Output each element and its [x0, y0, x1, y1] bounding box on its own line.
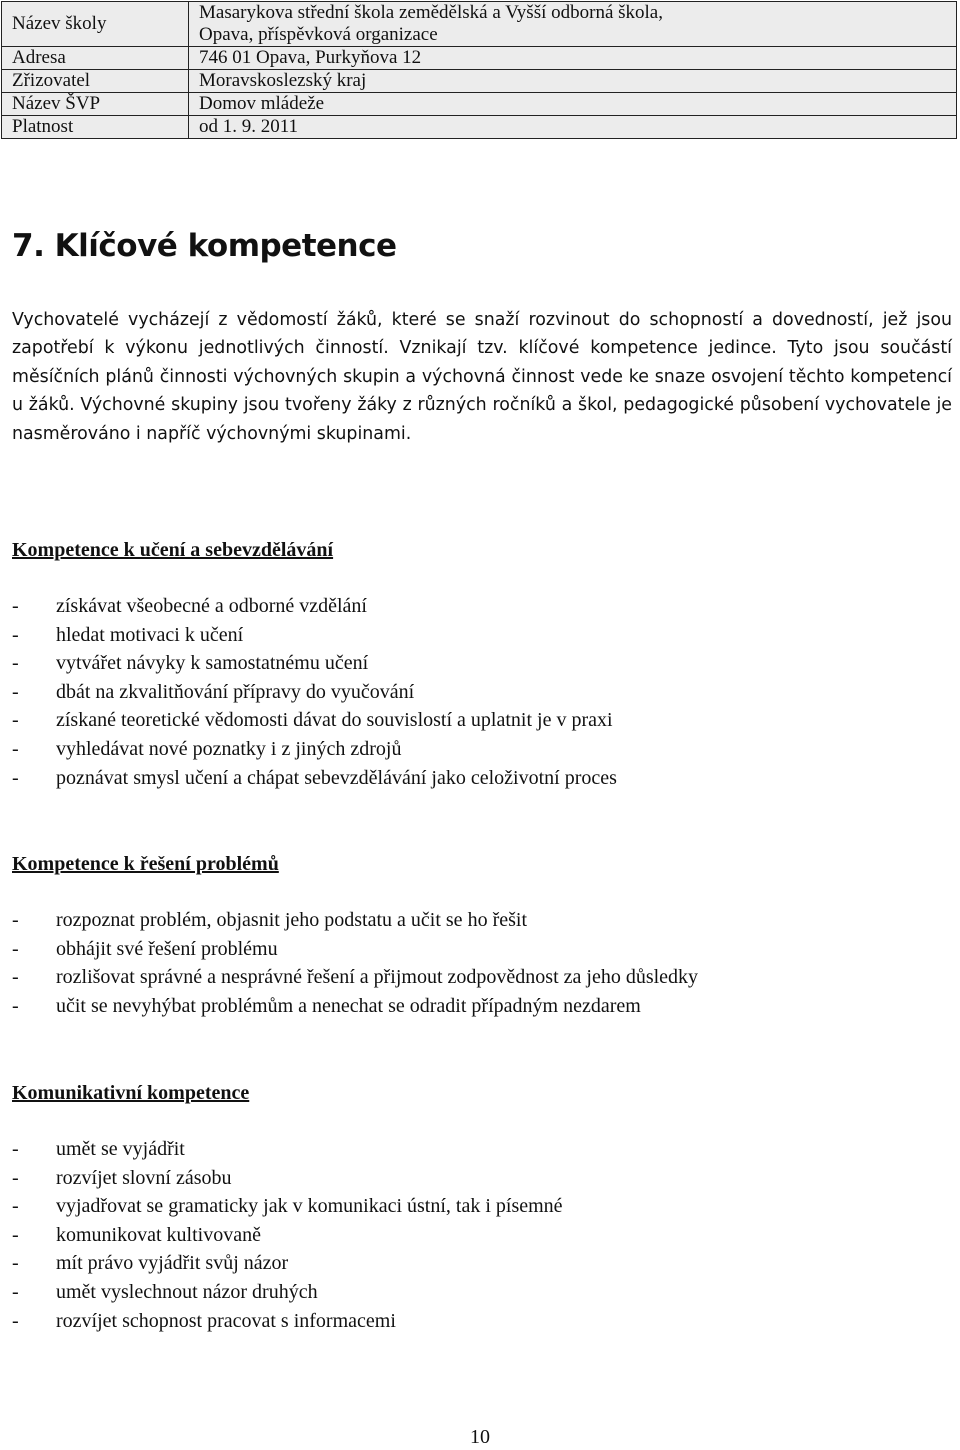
info-label: Platnost	[2, 116, 189, 139]
info-value: 746 01 Opava, Purkyňova 12	[189, 47, 957, 70]
list-item-text: umět vyslechnout názor druhých	[56, 1280, 318, 1303]
list-item	[12, 1249, 952, 1278]
dash-bullet: -	[12, 595, 19, 617]
info-label: Zřizovatel	[2, 70, 189, 93]
list-item-text: rozpoznat problém, objasnit jeho podstatu a učit se ho řešit	[56, 909, 527, 931]
dash-bullet: -	[12, 623, 19, 646]
list-item	[12, 678, 952, 707]
dash-bullet: -	[12, 766, 19, 789]
info-row-school	[2, 2, 957, 47]
list-item	[12, 1307, 952, 1336]
list-item-text: učit se nevyhýbat problémům a nenechat se odradit případným nezdarem	[56, 994, 641, 1017]
list-item	[12, 1192, 952, 1221]
dash-bullet: -	[12, 1166, 19, 1189]
dash-bullet: -	[12, 1280, 19, 1303]
dash-bullet: -	[12, 937, 19, 960]
dash-bullet: -	[12, 1195, 19, 1218]
list-item	[12, 592, 952, 621]
list-item-text: hledat motivaci k učení	[56, 623, 244, 646]
info-value: od 1. 9. 2011	[189, 116, 957, 139]
list-item	[12, 621, 952, 650]
list-item-text: poznávat smysl učení a chápat sebevzdělávání jako celoživotní proces	[56, 766, 617, 789]
list-item	[12, 963, 952, 992]
list-item	[12, 992, 952, 1021]
info-row-founder	[2, 70, 957, 93]
dash-bullet: -	[12, 966, 19, 989]
intro-paragraph: Vychovatelé vycházejí z vědomostí žáků, které se snaží rozvinout do schopností a dovedností, jež jsou zapotřebí k výkonu jednotlivých činností. Vznikají tzv. klíčové kompetence jedince. Tyto jsou součástí měsíčních plánů činnosti výchovných skupin a výchovná činnost vede ke snaze osvojení těchto kompetencí u žáků. Výchovné skupiny jsou tvořeny žáky z různých ročníků a škol, pedagogické působení vychovatele je nasměrováno i napříč výchovnými skupinami.	[12, 310, 952, 444]
list-item-text: mít právo vyjádřit svůj názor	[56, 1252, 289, 1275]
list-item	[12, 1135, 952, 1164]
list-item-text: vyhledávat nové poznatky i z jiných zdrojů	[56, 737, 402, 760]
info-row-program	[2, 93, 957, 116]
list-item	[12, 906, 952, 935]
dash-bullet: -	[12, 1138, 19, 1160]
section-heading: Komunikativní kompetence	[12, 1082, 250, 1104]
list-item-text: umět se vyjádřit	[56, 1138, 185, 1160]
dash-bullet: -	[12, 1252, 19, 1275]
section-communication	[12, 1079, 952, 1335]
dash-bullet: -	[12, 1223, 19, 1246]
page-number: 10	[470, 1426, 490, 1448]
dash-bullet: -	[12, 737, 19, 760]
dash-bullet: -	[12, 680, 19, 703]
list-item-text: rozvíjet slovní zásobu	[56, 1166, 232, 1189]
competence-list	[12, 592, 952, 792]
info-value: Domov mládeže	[189, 93, 957, 116]
list-item-text: komunikovat kultivovaně	[56, 1223, 261, 1246]
list-item	[12, 649, 952, 678]
dash-bullet: -	[12, 909, 19, 931]
info-label: Název školy	[2, 2, 189, 47]
chapter-title: 7. Klíčové kompetence	[12, 228, 397, 264]
list-item	[12, 1221, 952, 1250]
competence-list	[12, 906, 952, 1020]
competence-list	[12, 1135, 952, 1335]
section-learning	[12, 536, 952, 792]
section-heading: Kompetence k učení a sebevzdělávání	[12, 539, 334, 561]
list-item	[12, 1164, 952, 1193]
list-item	[12, 764, 952, 793]
section-heading: Kompetence k řešení problémů	[12, 853, 279, 875]
dash-bullet: -	[12, 1309, 19, 1332]
info-value	[189, 2, 957, 47]
section-problem-solving	[12, 850, 952, 1020]
list-item-text: vyjadřovat se gramaticky jak v komunikaci ústní, tak i písemné	[56, 1195, 563, 1218]
list-item-text: vytvářet návyky k samostatnému učení	[56, 652, 369, 675]
list-item	[12, 935, 952, 964]
dash-bullet: -	[12, 652, 19, 675]
list-item-text: rozlišovat správné a nesprávné řešení a přijmout zodpovědnost za jeho důsledky	[56, 966, 699, 989]
list-item-text: dbát na zkvalitňování přípravy do vyučování	[56, 680, 415, 703]
list-item	[12, 706, 952, 735]
list-item-text: obhájit své řešení problému	[56, 937, 278, 960]
info-value-line: Opava, příspěvková organizace	[199, 24, 438, 45]
list-item-text: získané teoretické vědomosti dávat do souvislostí a uplatnit je v praxi	[56, 709, 613, 732]
school-info-table	[1, 1, 957, 139]
list-item-text: získávat všeobecné a odborné vzdělání	[56, 595, 367, 617]
info-label: Název ŠVP	[2, 93, 189, 116]
list-item	[12, 1278, 952, 1307]
dash-bullet: -	[12, 709, 19, 732]
dash-bullet: -	[12, 994, 19, 1017]
info-value-line: Masarykova střední škola zemědělská a Vyšší odborná škola,	[199, 2, 663, 23]
info-label: Adresa	[2, 47, 189, 70]
info-row-address	[2, 47, 957, 70]
list-item-text: rozvíjet schopnost pracovat s informacemi	[56, 1309, 396, 1332]
info-value: Moravskoslezský kraj	[189, 70, 957, 93]
info-row-validity	[2, 116, 957, 139]
list-item	[12, 735, 952, 764]
